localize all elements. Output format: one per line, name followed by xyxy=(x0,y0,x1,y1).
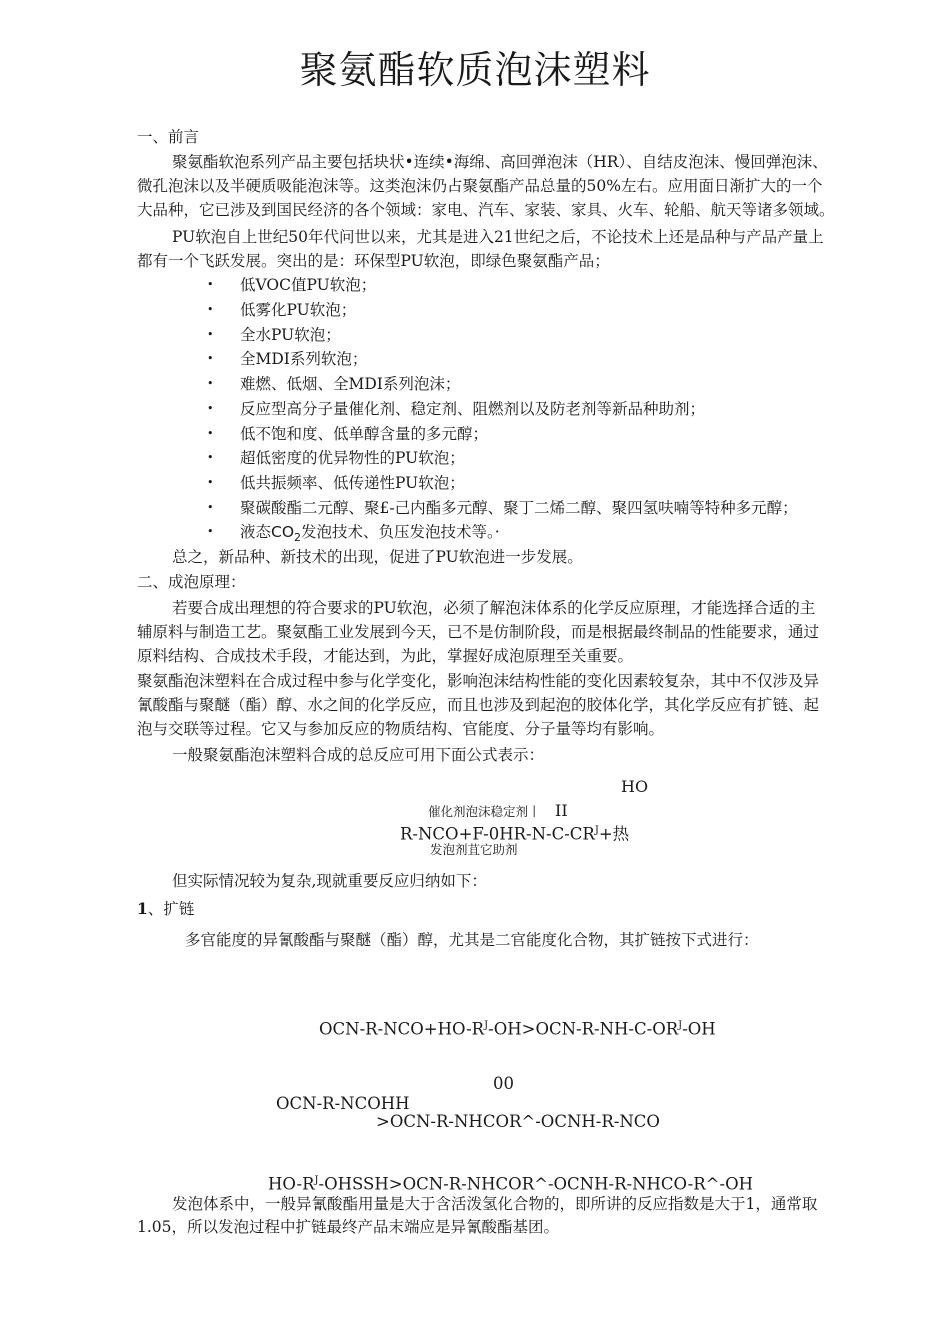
formula-top-label: HO xyxy=(621,777,649,796)
bullet-icon: • xyxy=(207,328,214,341)
list-item: • 超低密度的优异物性的PU软泡； xyxy=(240,446,465,470)
bullet-icon: • xyxy=(207,451,214,464)
bullet-icon: • xyxy=(207,402,214,415)
subsection-heading-chain-extension: 1、扩链 xyxy=(137,899,195,918)
bullet-icon: • xyxy=(207,427,214,440)
bullet-icon: • xyxy=(207,501,214,514)
list-item: • 低不饱和度、低单醇含量的多元醇； xyxy=(240,422,488,446)
document-title: 聚氨酯软质泡沫塑料 xyxy=(299,48,651,92)
list-item: • 低共振频率、低传递性PU软泡； xyxy=(240,471,465,495)
paragraph-line: 辅原料与制造工艺。聚氨酯工业发展到今天，已不是仿制阶段，而是根据最终制品的性能要求，通过 xyxy=(137,623,820,641)
paragraph-line: 总之，新品种、新技术的出现，促进了PU软泡进一步发展。 xyxy=(172,548,583,566)
list-item: • 难燃、低烟、全MDI系列泡沫； xyxy=(240,372,460,396)
paragraph-line: 发泡体系中，一般异氰酸酯用量是大于含活泼氢化合物的，即所讲的反应指数是大于1，通常取 xyxy=(172,1195,818,1213)
list-item: • 低雾化PU软泡； xyxy=(240,298,356,322)
equation-2-top-label: 00 xyxy=(493,1074,514,1093)
equation-2-right: >OCN-R-NHCOR^-OCNH-R-NCO xyxy=(376,1112,660,1131)
paragraph-line: 但实际情况较为复杂,现就重要反应归纳如下： xyxy=(172,872,487,890)
equation-chain-extension-1: OCN-$R-NCO+HO-R^J-OH>OCN-R-NH-C-OR^J-OH$ xyxy=(319,1019,716,1039)
list-item: • 全水PU软泡； xyxy=(240,323,341,347)
list-item: • 反应型高分子量催化剂、稳定剂、阻燃剂以及防老剂等新品种助剂； xyxy=(240,397,705,421)
formula-blowing-agent-label: 发泡剂苴它助剂 xyxy=(430,842,518,857)
list-item: • 低VOC值PU软泡； xyxy=(240,273,376,297)
list-item: • 液态$CO_2$发泡技术、负压发泡技术等。· xyxy=(240,520,500,550)
paragraph-line: 微孔泡沫以及半硬质吸能泡沫等。这类泡沫仍占聚氨酯产品总量的50%左右。应用面日渐扩大的一个 xyxy=(137,177,823,195)
bullet-icon: • xyxy=(207,352,214,365)
bullet-icon: • xyxy=(207,278,214,291)
list-item: • 全MDI系列软泡； xyxy=(240,347,367,371)
bullet-icon: • xyxy=(207,476,214,489)
bullet-icon: • xyxy=(207,525,214,538)
paragraph-line: 1.05，所以发泡过程中扩链最终产品末端应是异氰酸酯基团。 xyxy=(137,1218,560,1236)
paragraph-line: 都有一个飞跃发展。突出的是：环保型PU软泡，即绿色聚氨酯产品； xyxy=(137,252,610,270)
bullet-icon: • xyxy=(207,303,214,316)
equation-2-left: OCN-R-NCOHH xyxy=(276,1094,410,1113)
section-heading-foaming-principle: 二、成泡原理： xyxy=(137,573,246,591)
formula-main: $R-NCO+F-0HR-N-C-CR^J+$热 xyxy=(400,824,630,844)
equation-chain-extension-3: $HO-R^J-OHSSH>OCN-R-NHCOR\^{}-OCNH-R-NHCO-R\^{}-OH$ xyxy=(268,1174,753,1194)
list-item: • 聚碳酸酯二元醇、聚£-己内酯多元醇、聚丁二烯二醇、聚四氢呋喃等特种多元醇； xyxy=(240,496,798,520)
paragraph-line: 原料结构、合成技术手段，才能达到，为此，掌握好成泡原理至关重要。 xyxy=(137,647,634,665)
section-heading-preface: 一、前言 xyxy=(137,128,200,146)
paragraph-line: 聚氨酯软泡系列产品主要包括块状•连续•海绵、高回弹泡沫（HR）、自结皮泡沫、慢回弹泡沫、 xyxy=(172,153,828,171)
formula-double-bond-mark: II xyxy=(555,801,568,820)
formula-catalyst-label: 催化剂泡沫稳定剂丨 xyxy=(428,804,541,819)
paragraph-line: 多官能度的异氰酸酯与聚醚（酯）醇，尤其是二官能度化合物，其扩链按下式进行： xyxy=(185,931,759,949)
paragraph-line: 氰酸酯与聚醚（酯）醇、水之间的化学反应，而且也涉及到起泡的胶体化学，其化学反应有扩链、起 xyxy=(137,696,820,714)
paragraph-line: 聚氨酯泡沫塑料在合成过程中参与化学变化，影响泡沫结构性能的变化因素较复杂，其中不仅涉及异 xyxy=(137,672,820,690)
paragraph-line: 一般聚氨酯泡沫塑料合成的总反应可用下面公式表示： xyxy=(172,746,545,764)
paragraph-line: 若要合成出理想的符合要求的PU软泡，必须了解泡沫体系的化学反应原理，才能选择合适的主 xyxy=(172,599,816,617)
bullet-icon: • xyxy=(207,377,214,390)
paragraph-line: PU软泡自上世纪50年代问世以来，尤其是进入21世纪之后，不论技术上还是品种与产品产量上 xyxy=(172,228,824,246)
paragraph-line: 大品种，它已涉及到国民经济的各个领域：家电、汽车、家装、家具、火车、轮船、航天等诸多领域。 xyxy=(137,201,835,219)
paragraph-line: 泡与交联等过程。它又与参加反应的物质结构、官能度、分子量等均有影响。 xyxy=(137,720,665,738)
